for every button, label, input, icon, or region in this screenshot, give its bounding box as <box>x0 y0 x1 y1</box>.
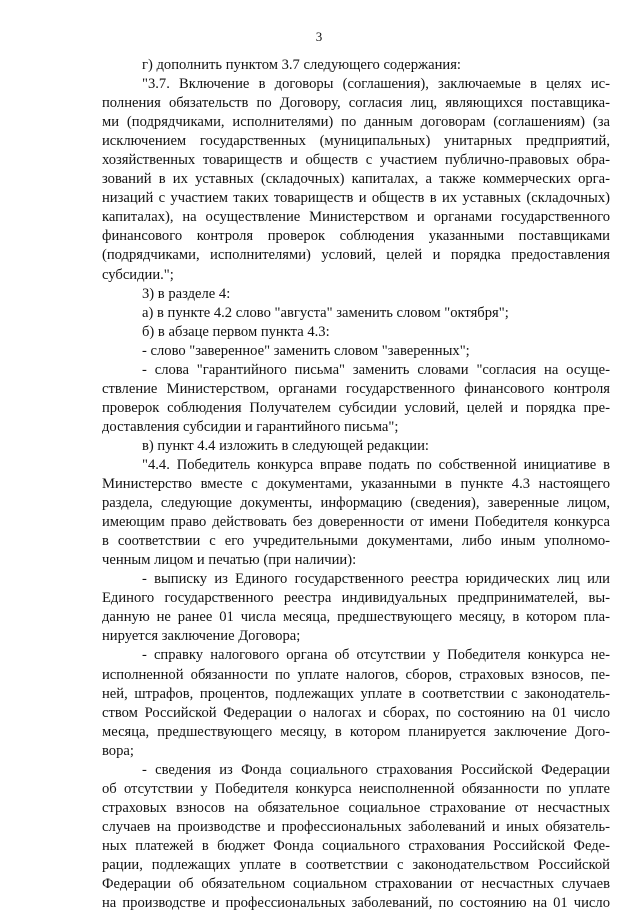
text-line: исключением государственных (муниципальных) унитарных предприятий, <box>102 133 610 150</box>
text-line: доставления субсидии и гарантийного письма"; <box>102 418 399 435</box>
text-line: проверок соблюдения Получателем субсидии условий, целей и порядка пре- <box>102 399 610 416</box>
text-line: рации, подлежащих уплате в соответствии с законодательством Российской <box>102 856 610 873</box>
text-line: ми (подрядчиками, исполнителями) по данным договорам (соглашениям) (за <box>102 114 610 131</box>
text-line: исполненной обязанности по уплате налогов, сборов, страховых взносов, пе- <box>102 666 610 683</box>
text-line: данную не ранее 01 числа месяца, предшествующего месяцу, в котором пла- <box>102 609 610 626</box>
text-line: зований в их уставных (складочных) капиталах, а также коммерческих орга- <box>102 171 610 188</box>
text-line: - сведения из Фонда социального страхования Российской Федерации <box>142 761 610 778</box>
text-line: финансового контроля проверок соблюдения указанными поставщиками <box>102 228 610 245</box>
text-line: нируется заключение Договора; <box>102 628 301 645</box>
text-line: об отсутствии у Победителя конкурса неисполненной обязанности по уплате <box>102 780 610 797</box>
text-line: ченным лицом и печатью (при наличии): <box>102 552 357 569</box>
text-line: ствление Министерством, органами государственного финансового контроля <box>102 380 610 397</box>
text-line: месяца, предшествующего месяцу, в котором планируется заключение Дого- <box>102 723 610 740</box>
text-line: "4.4. Победитель конкурса вправе подать по собственной инициативе в <box>142 456 610 473</box>
text-line: на производстве и профессиональных заболеваний, по состоянию на 01 число <box>102 895 610 912</box>
text-line: низаций с участием таких товариществ и обществ в их уставных (складочных) <box>102 190 610 207</box>
text-line: ством Российской Федерации о налогах и сборах, по состоянию на 01 число <box>102 704 610 721</box>
page-number: 3 <box>315 29 323 44</box>
text-line: капиталах), на осуществление Министерством и органами государственного <box>102 209 610 226</box>
text-line: а) в пункте 4.2 слово "августа" заменить словом "октября"; <box>142 304 509 321</box>
text-line: - справку налогового органа об отсутствии у Победителя конкурса не- <box>142 647 610 664</box>
text-line: имеющим право действовать без доверенности от имени Победителя конкурса <box>102 514 610 531</box>
text-line: (подрядчиками, исполнителями) условий, целей и порядка предоставления <box>102 247 610 264</box>
text-line: "3.7. Включение в договоры (соглашения), заключаемые в целях ис- <box>142 76 610 93</box>
text-line: случаев на производстве и профессиональных заболеваний и иных обязатель- <box>102 818 610 835</box>
text-line: в соответствии с его учредительными документами, либо иным уполномо- <box>102 533 610 550</box>
text-line: в) пункт 4.4 изложить в следующей редакции: <box>142 437 429 454</box>
text-line: полнения обязательств по Договору, согласия лиц, являющихся поставщика- <box>102 95 610 112</box>
text-line: 3) в разделе 4: <box>142 285 231 302</box>
text-line: - слово "заверенное" заменить словом "заверенных"; <box>142 342 470 359</box>
text-line: - слова "гарантийного письма" заменить словами "согласия на осуще- <box>142 361 610 378</box>
text-line: ней, штрафов, процентов, подлежащих уплате в соответствии с законодатель- <box>102 685 610 702</box>
text-line: субсидии."; <box>102 266 174 283</box>
text-line: ных платежей в бюджет Фонда социального страхования Российской Феде- <box>102 837 610 854</box>
text-line: хозяйственных товариществ и обществ с участием публично-правовых обра- <box>102 152 610 169</box>
text-line: б) в абзаце первом пункта 4.3: <box>142 323 330 340</box>
text-line: - выписку из Единого государственного реестра юридических лиц или <box>142 571 610 588</box>
text-line: страховых взносов на обязательное социальное страхование от несчастных <box>102 799 610 816</box>
text-line: Федерации об обязательном социальном страховании от несчастных случаев <box>102 876 610 893</box>
text-line: раздела, следующие документы, информацию (сведения), заверенные лицом, <box>102 495 610 512</box>
document-body <box>102 56 610 913</box>
text-line: Единого государственного реестра индивидуальных предпринимателей, вы- <box>102 590 610 607</box>
text-line: г) дополнить пунктом 3.7 следующего содержания: <box>142 57 461 73</box>
text-line: Министерство вместе с документами, указанными в пункте 4.3 настоящего <box>102 476 610 493</box>
text-line: вора; <box>102 742 134 759</box>
